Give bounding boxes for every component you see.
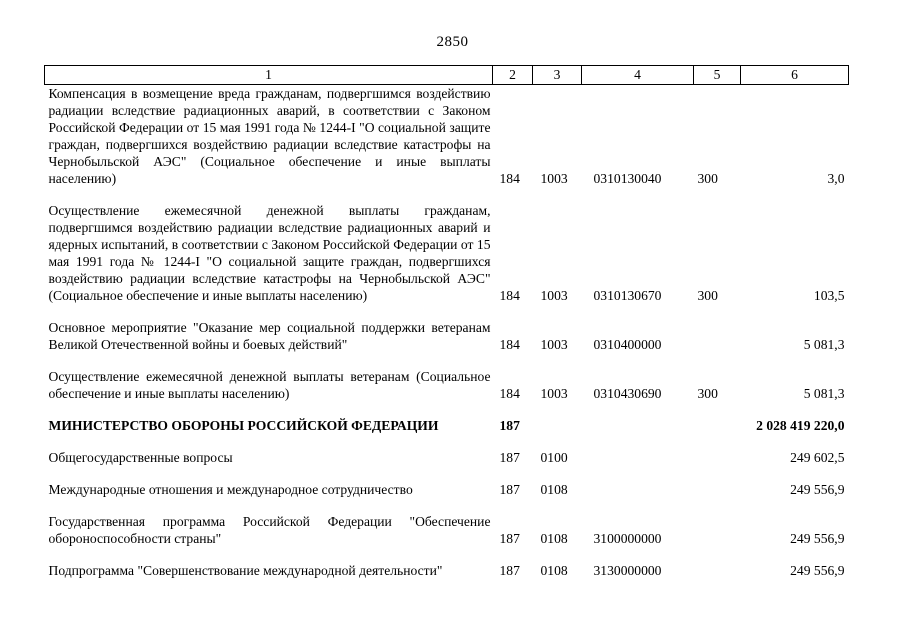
row-vr-cell (694, 417, 741, 434)
row-name-cell: Общегосударственные вопросы (48, 450, 233, 465)
row-rz-cell: 0108 (540, 482, 568, 497)
page-number: 2850 (436, 34, 469, 50)
table-body (45, 85, 849, 580)
row-name-cell: Государственная программа Российской Федерации "Обеспечение обороноспособности страны" (48, 514, 491, 546)
row-spacer-cell (45, 466, 849, 481)
row-sum-cell: 249 556,9 (790, 531, 845, 546)
row-sum-cell: 3,0 (827, 171, 845, 186)
column-number-header-row (45, 66, 849, 85)
row-name-cell: Осуществление ежемесячной денежной выплаты гражданам, подвергшимся воздействию радиации вследствие радиационных аварий и ядерных испытаний, в соответствии с Законом Российской Федерации от 15 мая 1991 года № 1244-I "О социальной защите граждан, подвергшихся воздействию радиации вследствие катастрофы на Чернобыльской АЭС" (Социальное обеспечение и иные выплаты населению) (48, 203, 491, 303)
row-spacer-cell (45, 304, 849, 319)
row-grbs-cell: 184 (499, 386, 520, 401)
row-csr-cell: 0310430690 (593, 386, 662, 401)
row-vr-cell (694, 562, 741, 579)
row-spacer-cell (45, 434, 849, 449)
row-spacer-cell (45, 402, 849, 417)
row-rz-cell: 1003 (540, 171, 568, 186)
row-vr-cell (694, 319, 741, 353)
table-row (45, 85, 849, 188)
row-grbs-cell: 187 (499, 563, 520, 578)
row-sum-cell: 5 081,3 (803, 386, 845, 401)
row-name-cell: Основное мероприятие "Оказание мер социальной поддержки ветеранам Великой Отечественной войны и боевых действий" (48, 320, 491, 352)
table-row (45, 513, 849, 547)
row-sum-cell: 249 556,9 (790, 482, 845, 497)
row-grbs-cell: 184 (499, 337, 520, 352)
row-spacer-cell (45, 353, 849, 368)
row-spacer-cell (45, 498, 849, 513)
row-spacer (45, 434, 849, 449)
row-rz-cell: 1003 (540, 288, 568, 303)
row-spacer (45, 498, 849, 513)
table-row (45, 562, 849, 579)
row-grbs-cell: 187 (499, 482, 520, 497)
budget-table (44, 65, 849, 579)
column-header: 3 (533, 66, 582, 85)
row-csr-cell: 0310130040 (593, 171, 662, 186)
row-name-cell: Компенсация в возмещение вреда гражданам, подвергшимся воздействию радиации вследствие радиационных аварий, в соответствии с Законом Российской Федерации от 15 мая 1991 года № 1244-I "О социальной защите граждан, подвергшихся воздействию радиации вследствие катастрофы на Чернобыльской АЭС" (Социальное обеспечение и иные выплаты населению) (48, 86, 491, 186)
row-grbs-cell: 187 (499, 450, 520, 465)
table-row (45, 202, 849, 304)
row-name-cell: Международные отношения и международное сотрудничество (48, 482, 413, 497)
table-row (45, 449, 849, 466)
row-spacer (45, 402, 849, 417)
row-vr-cell (694, 513, 741, 547)
column-header: 4 (582, 66, 694, 85)
row-rz-cell: 1003 (540, 386, 568, 401)
table-row (45, 481, 849, 498)
row-rz-cell (533, 417, 582, 434)
row-spacer (45, 304, 849, 319)
row-rz-cell: 0100 (540, 450, 568, 465)
row-csr-cell (582, 481, 694, 498)
row-sum-cell: 2 028 419 220,0 (756, 418, 845, 433)
column-header: 5 (694, 66, 741, 85)
row-sum-cell: 249 556,9 (790, 563, 845, 578)
row-spacer-cell (45, 547, 849, 562)
row-vr-cell (694, 449, 741, 466)
row-vr-cell: 300 (697, 386, 718, 401)
column-header: 2 (493, 66, 533, 85)
row-grbs-cell: 187 (499, 418, 520, 433)
row-csr-cell (582, 449, 694, 466)
row-vr-cell (694, 481, 741, 498)
table-row (45, 368, 849, 402)
row-name-cell: Осуществление ежемесячной денежной выплаты ветеранам (Социальное обеспечение и иные выплаты населению) (48, 369, 491, 401)
row-grbs-cell: 187 (499, 531, 520, 546)
row-spacer (45, 187, 849, 202)
table-row (45, 417, 849, 434)
row-csr-cell (582, 417, 694, 434)
row-spacer (45, 353, 849, 368)
column-header: 1 (45, 66, 493, 85)
row-name-cell: Подпрограмма "Совершенствование международной деятельности" (48, 563, 443, 578)
row-spacer (45, 547, 849, 562)
row-rz-cell: 0108 (540, 531, 568, 546)
row-grbs-cell: 184 (499, 288, 520, 303)
column-header: 6 (741, 66, 849, 85)
row-csr-cell: 0310130670 (593, 288, 662, 303)
row-sum-cell: 103,5 (813, 288, 845, 303)
row-csr-cell: 3100000000 (593, 531, 662, 546)
row-sum-cell: 249 602,5 (790, 450, 845, 465)
row-spacer-cell (45, 187, 849, 202)
row-csr-cell: 3130000000 (593, 563, 662, 578)
row-csr-cell: 0310400000 (593, 337, 662, 352)
row-rz-cell: 0108 (540, 563, 568, 578)
row-name-cell: МИНИСТЕРСТВО ОБОРОНЫ РОССИЙСКОЙ ФЕДЕРАЦИИ (48, 418, 439, 433)
row-vr-cell: 300 (697, 171, 718, 186)
row-grbs-cell: 184 (499, 171, 520, 186)
row-sum-cell: 5 081,3 (803, 337, 845, 352)
row-spacer (45, 466, 849, 481)
row-rz-cell: 1003 (540, 337, 568, 352)
row-vr-cell: 300 (697, 288, 718, 303)
table-row (45, 319, 849, 353)
